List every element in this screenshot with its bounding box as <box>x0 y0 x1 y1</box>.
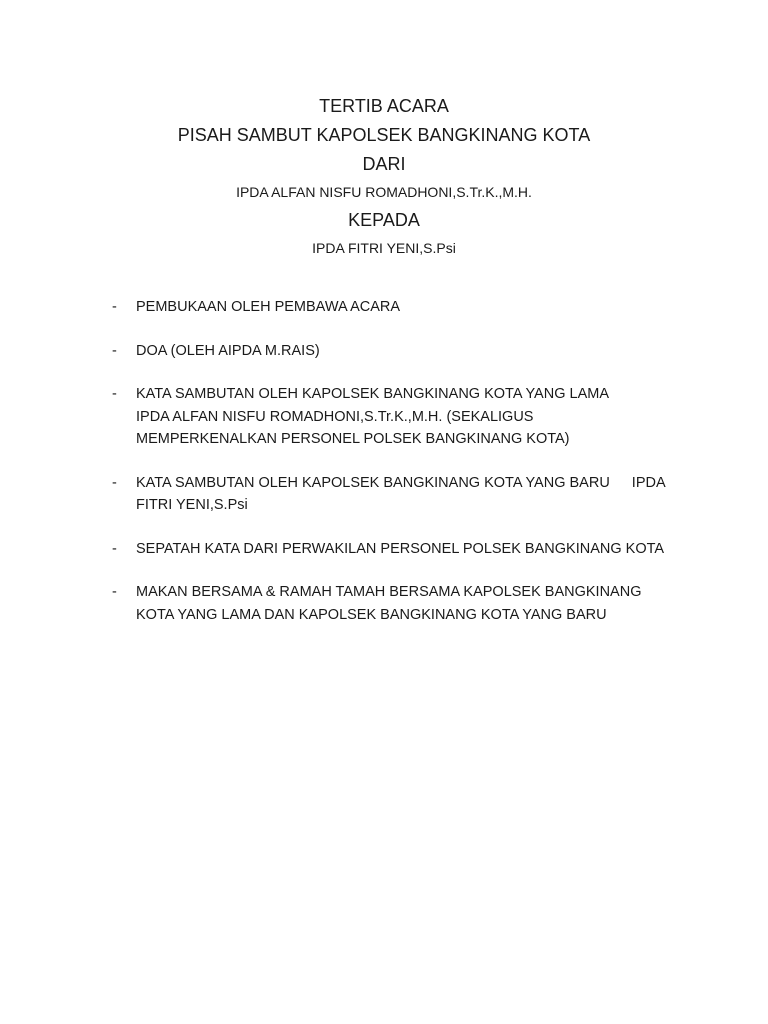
document-subtitle: PISAH SAMBUT KAPOLSEK BANGKINANG KOTA <box>177 125 591 145</box>
from-label: DARI <box>362 154 406 174</box>
from-name: IPDA ALFAN NISFU ROMADHONI,S.Tr.K.,M.H. <box>236 184 532 200</box>
list-item <box>112 296 692 319</box>
list-item-text: MEMPERKENALKAN PERSONEL POLSEK BANGKINANG KOTA) <box>136 431 570 447</box>
list-bullet: - <box>112 386 117 402</box>
list-item-text: FITRI YENI,S.Psi <box>136 497 248 513</box>
list-bullet: - <box>112 342 117 359</box>
document-header <box>0 92 768 261</box>
agenda-list <box>112 296 692 647</box>
list-item-text-tail: IPDA <box>631 474 666 491</box>
list-item-text: PEMBUKAAN OLEH PEMBAWA ACARA <box>136 299 401 315</box>
list-bullet: - <box>112 540 117 557</box>
list-item <box>112 472 692 517</box>
list-item-text: DOA (OLEH AIPDA M.RAIS) <box>136 342 320 359</box>
list-item-text: IPDA ALFAN NISFU ROMADHONI,S.Tr.K.,M.H. (SEKALIGUS <box>136 408 534 425</box>
list-item <box>112 383 692 451</box>
list-item <box>112 538 692 561</box>
list-item-text: KATA SAMBUTAN OLEH KAPOLSEK BANGKINANG KOTA YANG BARU <box>136 474 610 491</box>
list-item <box>112 581 692 626</box>
list-bullet: - <box>112 584 117 600</box>
list-item <box>112 340 692 363</box>
document-title: TERTIB ACARA <box>319 96 449 116</box>
list-item-text: KATA SAMBUTAN OLEH KAPOLSEK BANGKINANG KOTA YANG LAMA <box>136 386 609 402</box>
to-name: IPDA FITRI YENI,S.Psi <box>312 240 456 256</box>
to-label: KEPADA <box>348 210 420 230</box>
list-item-text: KOTA YANG LAMA DAN KAPOLSEK BANGKINANG KOTA YANG BARU <box>136 606 607 623</box>
list-bullet: - <box>112 299 117 315</box>
list-bullet: - <box>112 474 117 491</box>
list-item-text: SEPATAH KATA DARI PERWAKILAN PERSONEL POLSEK BANGKINANG KOTA <box>136 540 665 557</box>
list-item-text: MAKAN BERSAMA & RAMAH TAMAH BERSAMA KAPOLSEK BANGKINANG <box>136 584 642 600</box>
